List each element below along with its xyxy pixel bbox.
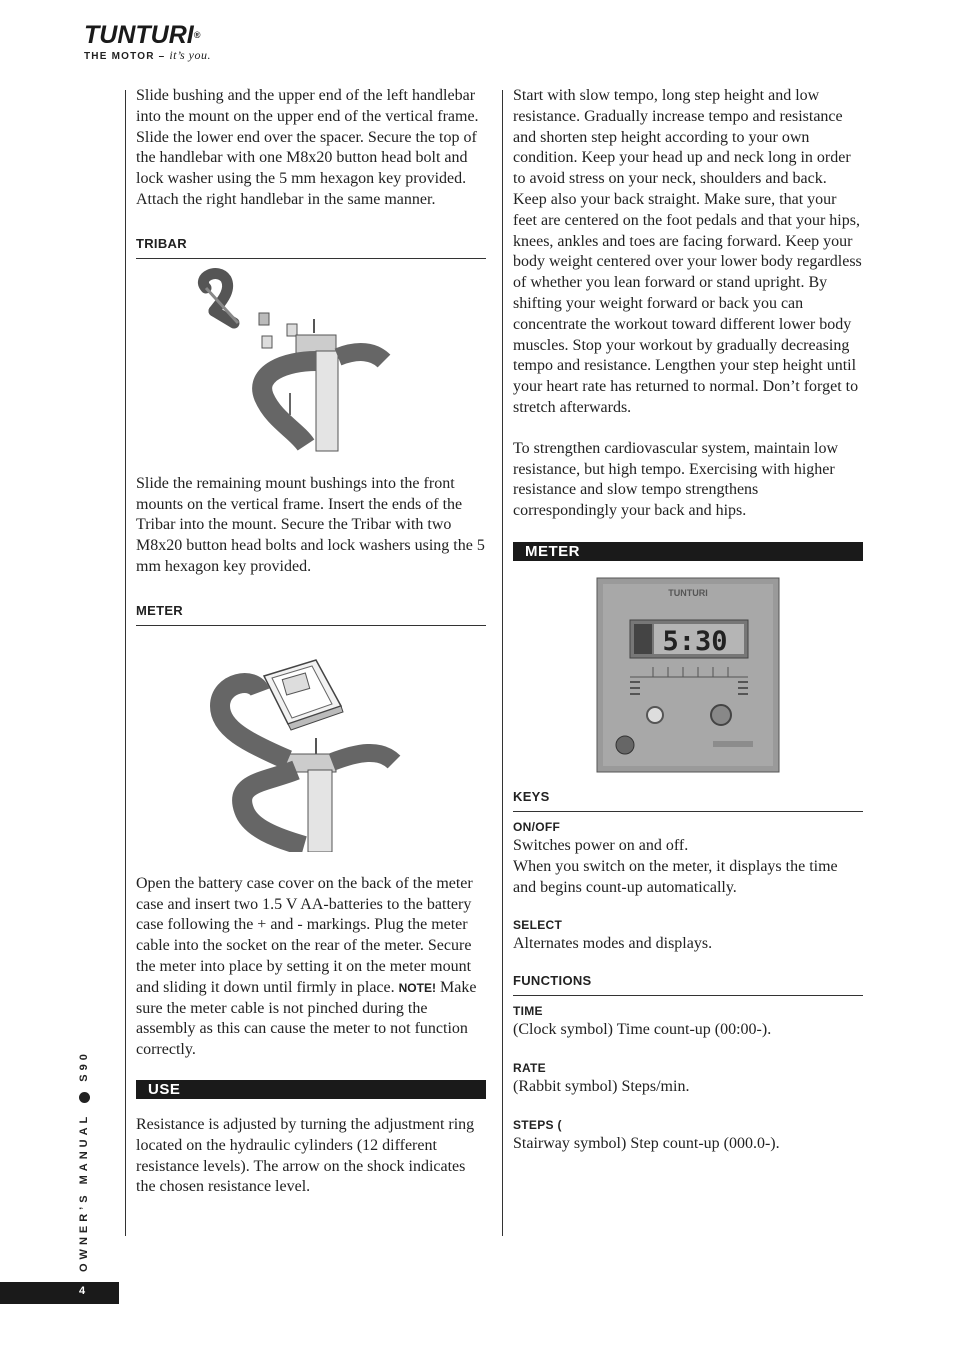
functions-heading: FUNCTIONS: [513, 973, 592, 989]
tribar-divider: [136, 258, 486, 259]
keys-divider: [513, 811, 863, 812]
brand-name: TUNTURI: [84, 21, 194, 49]
onoff-description-2: When you switch on the meter, it displays the time and begins count-up automatically.: [513, 857, 838, 896]
handlebar-instructions: Slide bushing and the upper end of the left handlebar into the mount on the upper end of the vertical frame. Slide the lower end over the spacer. Secure the top of the handlebar with one M8x20 button head bolt and lock washer using the 5 mm hexagon key provided. Attach the right handlebar in the same manner.: [136, 87, 479, 208]
select-key: [711, 705, 731, 725]
cardio-advice: To strengthen cardiovascular system, maintain low resistance, but high tempo. Exercising with higher resistance and slow tempo strengthens correspondingly your back and hips.: [513, 439, 839, 520]
rate-description: (Rabbit symbol) Steps/min.: [513, 1077, 690, 1095]
meter-divider: [136, 625, 486, 626]
tribar-heading: TRIBAR: [136, 235, 187, 251]
registered-mark: ®: [193, 30, 201, 40]
time-label: TIME: [513, 1004, 543, 1019]
onoff-label: ON/OFF: [513, 819, 561, 834]
tagline-prefix: THE MOTOR –: [84, 51, 166, 62]
meter-instructions: [136, 874, 486, 1061]
onoff-description-1: Switches power on and off.: [513, 836, 689, 854]
right-column: [513, 86, 863, 1155]
meter-brand-text: TUNTURI: [668, 587, 708, 598]
left-column: [136, 86, 486, 1198]
meter-mount-illustration: [136, 632, 486, 852]
middle-column-rule: [502, 90, 503, 1236]
meter-section-heading: METER: [513, 542, 863, 561]
select-description: Alternates modes and displays.: [513, 935, 713, 953]
workout-technique: Start with slow tempo, long step height and low resistance. Gradually increase tempo and resistance and shorten step height according to your own condition. Keep your head up and neck long in order to avoid stress on your neck, shoulders and back. Keep also your back straight. Make sure, that your feet are centered on the foot pedals and that your hips, knees, ankles and toes are facing forward. Keep your body weight centered over your lower body regardless of whether you lean forward or stand upright. By shifting your weight forward or back you can concentrate the workout toward different lower body muscles. Stop your workout by gradually decreasing tempo and resistance. Lengthen your step height until your heart rate has returned to normal. Don’t forget to stretch afterwards.: [513, 87, 862, 416]
tribar-illustration: [136, 265, 486, 458]
manual-side-label: [78, 1050, 90, 1272]
use-instructions: Resistance is adjusted by turning the adjustment ring located on the hydraulic cylinders (12 different resistance levels). The arrow on the shock indicates the chosen resistance level.: [136, 1115, 475, 1196]
left-column-rule: [125, 90, 126, 1236]
meter-heading: METER: [136, 602, 183, 618]
manual-title: OWNER’S MANUAL: [78, 1112, 90, 1272]
page-number: 4: [79, 1285, 86, 1297]
model-name: S90: [78, 1050, 90, 1082]
brand-logo: [84, 22, 211, 63]
steps-description: Stairway symbol) Step count-up (000.0-).: [513, 1134, 780, 1152]
meter-panel-photo: [513, 577, 863, 775]
functions-divider: [513, 995, 863, 996]
meter-instructions-text: Open the battery case cover on the back of the meter case and insert two 1.5 V AA-batteries to the battery case following the + and - markings. Plug the meter cable into the socket on the rear of the meter. Secure the meter into place by setting it on the meter mount and sliding it down until firmly in place.: [136, 874, 473, 996]
rate-label: RATE: [513, 1060, 546, 1075]
on-off-key: [647, 707, 663, 723]
page-number-box: [0, 1282, 119, 1304]
tribar-instructions: Slide the remaining mount bushings into the front mounts on the vertical frame. Insert the ends of the Tribar into the mount. Secure the Tribar with two M8x20 button head bolts and lock washers using the 5 mm hexagon key provided.: [136, 474, 485, 575]
note-label: NOTE!: [398, 980, 436, 995]
keys-heading: KEYS: [513, 788, 550, 804]
tagline-suffix: it’s you.: [169, 48, 211, 62]
meter-lcd-readout: 5:30: [662, 625, 728, 657]
select-label: SELECT: [513, 918, 563, 933]
meter-note-text: Make sure the meter cable is not pinched during the assembly as this can cause the meter to not function correctly.: [136, 978, 477, 1059]
bullet-dot: [79, 1092, 90, 1103]
use-heading: USE: [136, 1080, 486, 1099]
time-description: (Clock symbol) Time count-up (00:00-).: [513, 1021, 772, 1039]
steps-label: STEPS (: [513, 1117, 562, 1132]
